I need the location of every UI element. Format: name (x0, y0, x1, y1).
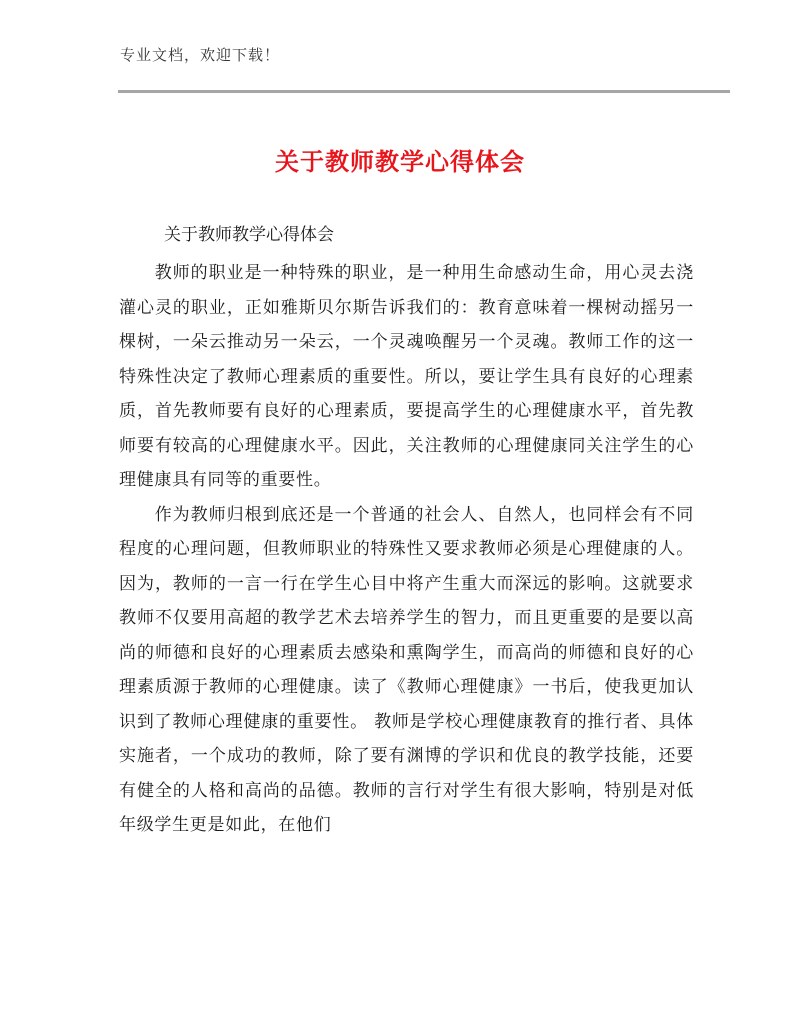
body-paragraph: 作为教师归根到底还是一个普通的社会人、自然人，也同样会有不同程度的心理问题，但教师职业的特殊性又要求教师必须是心理健康的人。因为，教师的一言一行在学生心目中将产生重大而深远的影响。这就要求教师不仅要用高超的教学艺术去培养学生的智力，而且更重要的是要以高尚的师德和良好的心理素质去感染和熏陶学生，而高尚的师德和良好的心理素质源于教师的心理健康。读了《教师心理健康》一书后，使我更加认识到了教师心理健康的重要性。 教师是学校心理健康教育的推行者、具体实施者，一个成功的教师，除了要有渊博的学识和优良的教学技能，还要有健全的人格和高尚的品德。教师的言行对学生有很大影响，特别是对低年级学生更是如此，在他们 (119, 504, 694, 835)
document-title: 关于教师教学心得体会 (275, 148, 525, 176)
page-header-text: 专业文档，欢迎下载！ (120, 46, 281, 64)
body-paragraph: 教师的职业是一种特殊的职业，是一种用生命感动生命，用心灵去浇灌心灵的职业，正如雅斯贝尔斯告诉我们的：教育意味着一棵树动摇另一棵树，一朵云推动另一朵云，一个灵魂唤醒另一个灵魂。教师工作的这一特殊性决定了教师心理素质的重要性。所以，要让学生具有良好的心理素质，首先教师要有良好的心理素质，要提高学生的心理健康水平，首先教师要有较高的心理健康水平。因此，关注教师的心理健康同关注学生的心理健康具有同等的重要性。 (119, 263, 694, 490)
document-subtitle: 关于教师教学心得体会 (164, 225, 334, 245)
document-body (119, 256, 694, 843)
header-divider (118, 90, 730, 93)
